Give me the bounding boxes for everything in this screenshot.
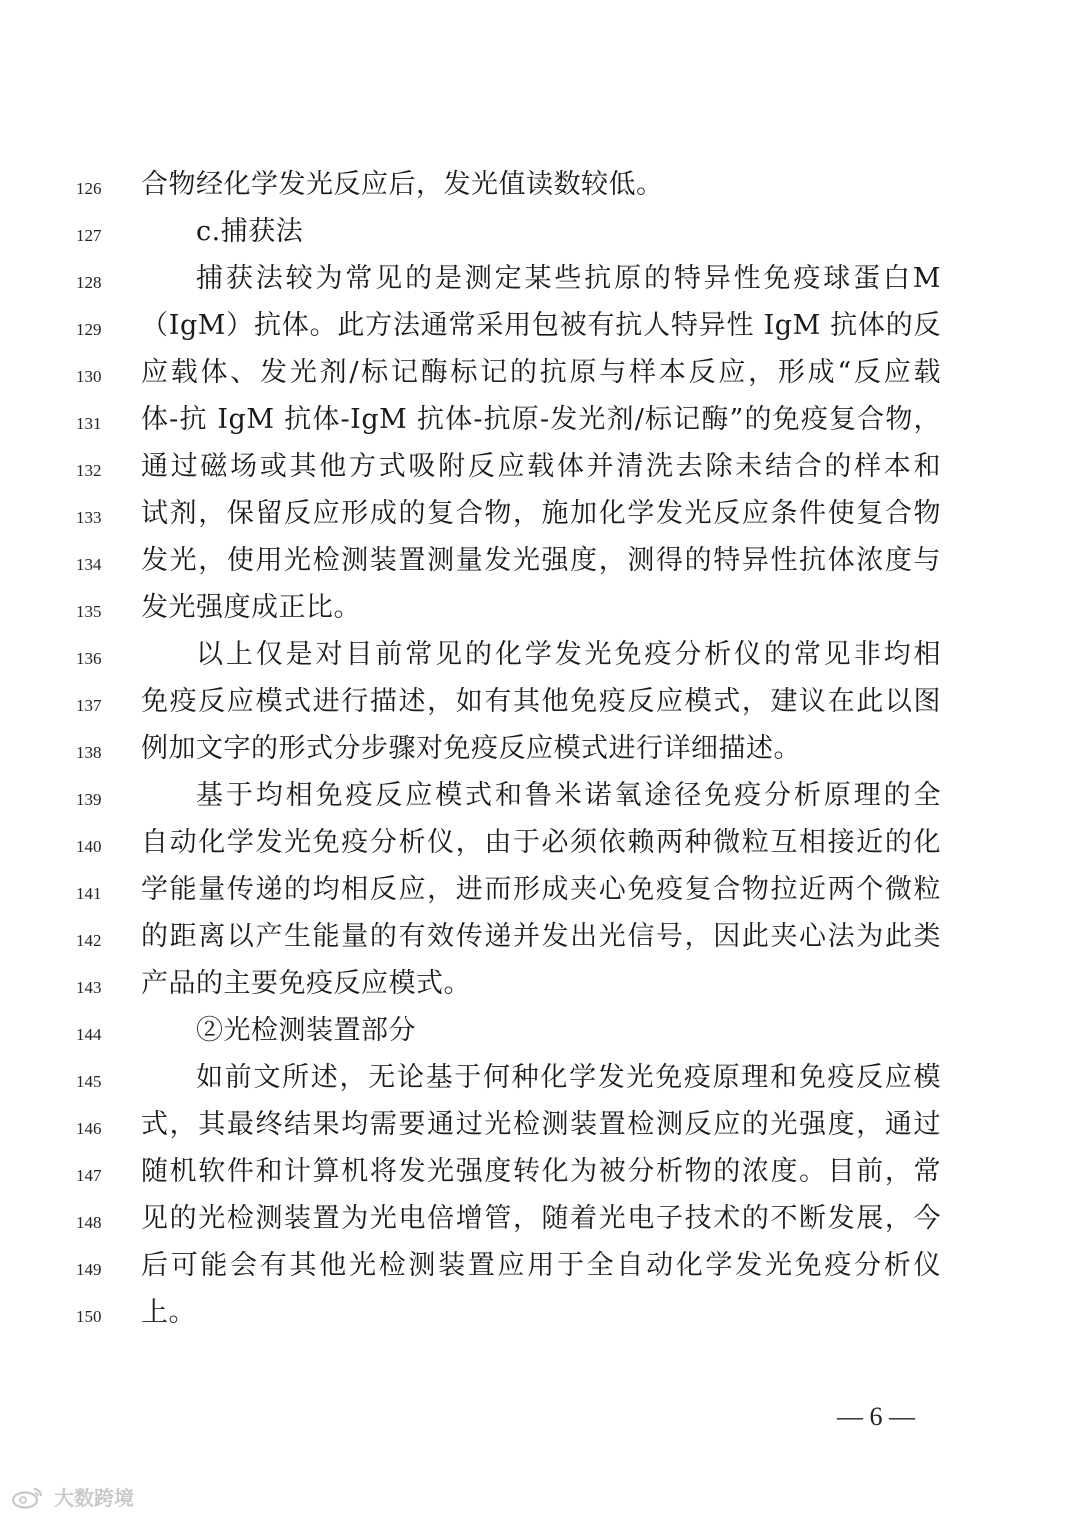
line-number: 133: [76, 508, 102, 527]
line-number: 126: [76, 179, 102, 198]
line-number: 144: [76, 1025, 102, 1044]
line-number: 150: [76, 1307, 102, 1326]
line-number: 143: [76, 978, 102, 997]
page-number: — 6 —: [837, 1402, 915, 1431]
line-number: 138: [76, 743, 102, 762]
text-line: [0, 729, 1080, 776]
text-line: [0, 1105, 1080, 1152]
line-text: 例加文字的形式分步骤对免疫反应模式进行详细描述。: [141, 733, 801, 764]
line-text: 学能量传递的均相反应，进而形成夹心免疫复合物拉近两个微粒: [141, 874, 941, 905]
line-number: 131: [76, 414, 102, 433]
text-line: [0, 541, 1080, 588]
line-number: 147: [76, 1166, 102, 1185]
line-text: 免疫反应模式进行描述，如有其他免疫反应模式，建议在此以图: [141, 686, 941, 717]
subheading: c.捕获法: [196, 216, 304, 247]
text-line: [0, 1293, 1080, 1340]
line-text: 如前文所述，无论基于何种化学发光免疫原理和免疫反应模: [196, 1062, 941, 1093]
line-number: 148: [76, 1213, 102, 1232]
line-text: 后可能会有其他光检测装置应用于全自动化学发光免疫分析仪: [141, 1250, 941, 1281]
line-text: 发光强度成正比。: [141, 592, 361, 623]
text-line: [0, 165, 1080, 212]
line-text: 发光，使用光检测装置测量发光强度，测得的特异性抗体浓度与: [141, 545, 941, 576]
line-text: 随机软件和计算机将发光强度转化为被分析物的浓度。目前，常: [141, 1156, 941, 1187]
text-line: [0, 447, 1080, 494]
text-line: [0, 870, 1080, 917]
text-line: [0, 353, 1080, 400]
line-text: 见的光检测装置为光电倍增管，随着光电子技术的不断发展，今: [141, 1203, 941, 1234]
line-number: 130: [76, 367, 102, 386]
line-text: 应载体、发光剂/标记酶标记的抗原与样本反应，形成“反应载: [141, 357, 941, 388]
line-text: 捕获法较为常见的是测定某些抗原的特异性免疫球蛋白M: [196, 263, 941, 294]
text-line: [0, 964, 1080, 1011]
line-text: 的距离以产生能量的有效传递并发出光信号，因此夹心法为此类: [141, 921, 941, 952]
line-text: （IgM）抗体。此方法通常采用包被有抗人特异性 IgM 抗体的反: [141, 310, 941, 341]
line-number: 128: [76, 273, 102, 292]
line-text: 自动化学发光免疫分析仪，由于必须依赖两种微粒互相接近的化: [141, 827, 941, 858]
line-text: 上。: [141, 1297, 196, 1328]
line-number: 127: [76, 226, 102, 245]
text-line: [0, 494, 1080, 541]
line-text: 基于均相免疫反应模式和鲁米诺氧途径免疫分析原理的全: [196, 780, 941, 811]
text-line: [0, 635, 1080, 682]
line-number: 129: [76, 320, 102, 339]
line-number: 135: [76, 602, 102, 621]
text-line: [0, 588, 1080, 635]
text-line: [0, 400, 1080, 447]
subheading: ②光检测装置部分: [196, 1015, 416, 1046]
line-number: 140: [76, 837, 102, 856]
text-line: [0, 1246, 1080, 1293]
text-line: [0, 306, 1080, 353]
text-line: [0, 212, 1080, 259]
text-line: [0, 259, 1080, 306]
line-text: 式，其最终结果均需要通过光检测装置检测反应的光强度，通过: [141, 1109, 941, 1140]
watermark-text: 大数跨境: [54, 1486, 134, 1510]
text-line: [0, 917, 1080, 964]
line-number: 149: [76, 1260, 102, 1279]
line-number: 132: [76, 461, 102, 480]
line-text: 试剂，保留反应形成的复合物，施加化学发光反应条件使复合物: [141, 498, 941, 529]
line-number: 145: [76, 1072, 102, 1091]
text-line: [0, 1058, 1080, 1105]
line-number: 141: [76, 884, 102, 903]
line-number: 139: [76, 790, 102, 809]
line-number: 134: [76, 555, 102, 574]
watermark: [10, 1482, 134, 1511]
line-text: 以上仅是对目前常见的化学发光免疫分析仪的常见非均相: [196, 639, 941, 670]
line-text: 通过磁场或其他方式吸附反应载体并清洗去除未结合的样本和: [141, 451, 941, 482]
weibo-logo-icon: [10, 1485, 48, 1509]
line-text: 产品的主要免疫反应模式。: [141, 968, 471, 999]
text-line: [0, 1011, 1080, 1058]
line-text: 体-抗 IgM 抗体-IgM 抗体-抗原-发光剂/标记酶”的免疫复合物，: [141, 404, 941, 435]
text-line: [0, 823, 1080, 870]
line-number: 146: [76, 1119, 102, 1138]
line-number: 137: [76, 696, 102, 715]
line-text: 合物经化学发光反应后，发光值读数较低。: [141, 169, 664, 200]
line-number: 136: [76, 649, 102, 668]
text-line: [0, 776, 1080, 823]
text-line: [0, 1199, 1080, 1246]
line-number: 142: [76, 931, 102, 950]
text-line: [0, 1152, 1080, 1199]
text-line: [0, 682, 1080, 729]
